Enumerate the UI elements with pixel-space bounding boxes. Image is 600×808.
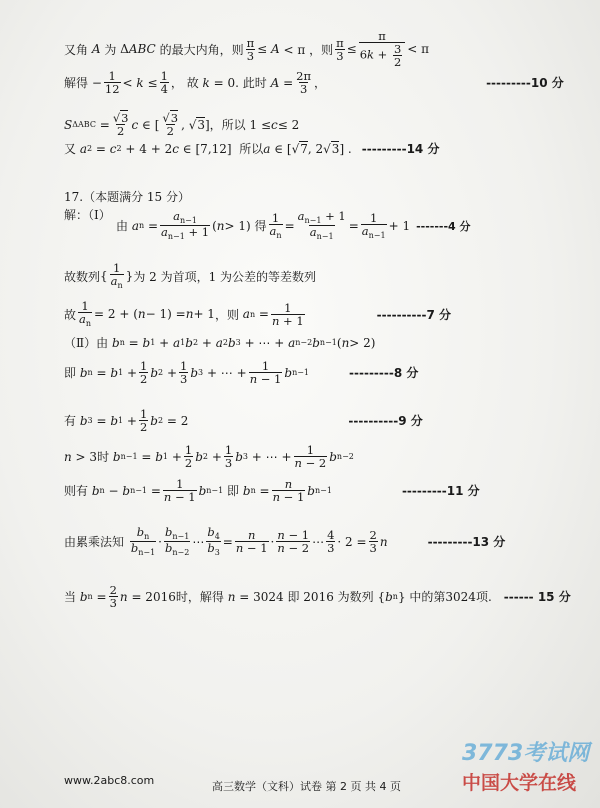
score-marker: -------4 分: [416, 219, 471, 233]
solution-line: 故 $\frac{1}{a_n}$ = 2 + ( n − 1) = n + 1 ，则 a n = $\frac{1}{n + 1}$ ----------7 分: [64, 299, 452, 329]
score-marker: ---------10 分: [486, 76, 564, 91]
solution-line: 则有 b n − b n−1 = $\frac{1}{n - 1}$ b n−1 即 b n = $\frac{n}{n - 1}$ b n−1 ---------11 分: [64, 477, 480, 505]
score-marker: ----------9 分: [348, 414, 423, 429]
score-marker: ----------7 分: [376, 307, 452, 322]
solution-line: 解：（Ⅰ）: [64, 208, 111, 222]
solution-line: （Ⅱ）由 b n = b 1 + a 1 b 2 + a 2 b 3 + ⋯ + a n−2 b n−1 ( n > 2): [64, 335, 376, 350]
score-marker: ---------13 分: [427, 535, 506, 550]
solution-line: S ΔABC = $\frac{√3}{2}$ c ∈ [ $\frac{√3}{2}$ , √ 3 ] ，所以 1 ≤ c ≤ 2: [64, 111, 300, 139]
solution-line: 即 b n = b 1 + $\frac{1}{2}$ b 2 + $\frac{1}{3}$ b 3 + ⋯ + $\frac{1}{n - 1}$ b n−1 ---------8 分: [64, 359, 419, 387]
solution-line: 又角 A 为 Δ ABC 的最大内角，则 $\frac{\pi}{3}$ ≤ A < π ，则 $\frac{\pi}{3}$ ≤ π 6k + $\frac{3}{2}$ < π: [64, 29, 430, 70]
solution-line: 又 a 2 = c 2 + 4 + 2 c ∈ [7,12] 所以 a ∈ [√ 7 , 2√ 3 ] . ---------14 分: [64, 141, 440, 156]
solution-line: 故数列 { $\frac{1}{a_n}$ } 为 2 为首项，1 为公差的等差数列: [64, 261, 317, 291]
score-marker: ---------8 分: [349, 366, 419, 381]
score-marker: ---------14 分: [361, 142, 440, 156]
score-marker: ---------11 分: [401, 484, 480, 499]
solution-line: 由累乘法知 $\frac{b_n}{b_{n-1}}$ · $\frac{b_{n-1}}{b_{n-2}}$ ⋯ $\frac{b_4}{b_3}$ = $\frac{n}{n - 1}$ · $\frac{n - 1}{n - 2}$ ⋯ $\frac{4}{3}$ · 2 = $\frac{2}{3}$ n ---------13 分: [64, 525, 506, 558]
watermark-logo: 3773考试网: [462, 741, 590, 766]
footer-page-info: 高三数学（文科）试卷 第 2 页 共 4 页: [212, 780, 401, 793]
solution-line: 解得 − $\frac{1}{12}$ < k ≤ $\frac{1}{4}$ ， 故 k = 0 . 此时 A = $\frac{2\pi}{3}$ ， ---------10 分: [64, 69, 564, 97]
footer-site: www.2abc8.com: [64, 774, 155, 787]
watermark-subtitle: 中国大学在线: [462, 772, 577, 794]
solution-line: n > 3 时 b n−1 = b 1 + $\frac{1}{2}$ b 2 + $\frac{1}{3}$ b 3 + ⋯ + $\frac{1}{n - 2}$ b n−2: [64, 443, 354, 471]
solution-line: 当 b n = $\frac{2}{3}$ n = 2016 时，解得 n = 3024 即 2016 为数列 { b n } 中的第3024项. ------ 15 分: [64, 583, 571, 611]
question-heading: 17.（本题满分 15 分）: [64, 190, 190, 204]
score-marker: ------ 15 分: [503, 590, 571, 605]
solution-line: 有 b 3 = b 1 + $\frac{1}{2}$ b 2 = 2 ----------9 分: [64, 407, 423, 435]
solution-line: 由 a n = $\frac{a_{n-1}}{a_{n-1} + 1}$ ( n > 1) 得 $\frac{1}{a_n}$ = $\frac{a_{n-1} + 1}{a_{n-1}}$ = $\frac{1}{a_{n-1}}$ + 1 -------4 分: [116, 209, 471, 242]
